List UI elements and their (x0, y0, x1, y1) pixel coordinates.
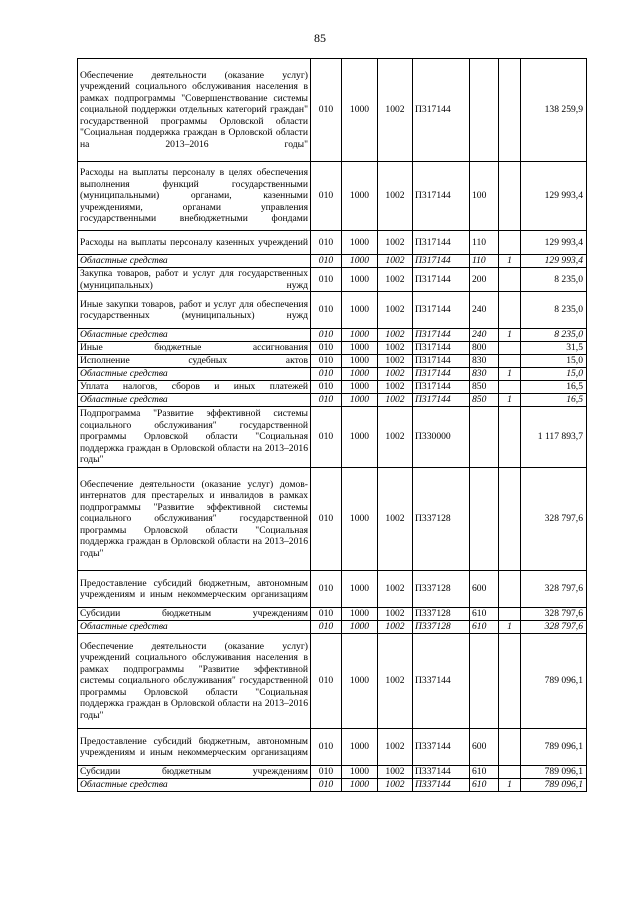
row-section: 1000 (342, 368, 378, 381)
row-sum: 129 993,4 (521, 231, 587, 255)
row-funding-code (499, 268, 521, 292)
row-expense-type: 610 (470, 621, 499, 634)
row-article: П317144 (413, 355, 470, 368)
row-subsection: 1002 (378, 342, 413, 355)
row-subsection: 1002 (378, 766, 413, 779)
row-name: Областные средства (78, 394, 311, 407)
row-code: 010 (311, 162, 342, 231)
row-funding-code (499, 608, 521, 621)
row-name: Предоставление субсидий бюджетным, автономным учреждениям и иным некоммерческим организациям (78, 729, 311, 766)
row-sum: 8 235,0 (521, 268, 587, 292)
row-code: 010 (311, 621, 342, 634)
row-code: 010 (311, 468, 342, 571)
row-section: 1000 (342, 779, 378, 792)
row-expense-type: 110 (470, 231, 499, 255)
row-sum: 129 993,4 (521, 162, 587, 231)
row-article: П337128 (413, 608, 470, 621)
row-funding-code (499, 571, 521, 608)
row-name: Подпрограмма "Развитие эффективной системы социального обслуживания" государственной программы Орловской области "Социальная поддержка граждан в Орловской области на 2013–2016 годы" (78, 407, 311, 468)
row-expense-type: 850 (470, 381, 499, 394)
budget-table (77, 58, 587, 792)
row-expense-type: 850 (470, 394, 499, 407)
row-sum: 8 235,0 (521, 329, 587, 342)
row-section: 1000 (342, 621, 378, 634)
row-funding-code: 1 (499, 779, 521, 792)
row-sum: 328 797,6 (521, 468, 587, 571)
row-name: Областные средства (78, 621, 311, 634)
table-row (78, 231, 587, 255)
row-funding-code: 1 (499, 394, 521, 407)
row-code: 010 (311, 59, 342, 162)
row-name: Обеспечение деятельности (оказание услуг) домов-интернатов для престарелых и инвалидов в рамках подпрограммы "Развитие эффективной системы социального обслуживания" государственной программы Орловской области "Социальная поддержка граждан в Орловской области на 2013–2016 годы" (78, 468, 311, 571)
row-section: 1000 (342, 255, 378, 268)
row-funding-code (499, 355, 521, 368)
row-subsection: 1002 (378, 621, 413, 634)
row-funding-code (499, 59, 521, 162)
row-article: П317144 (413, 162, 470, 231)
row-subsection: 1002 (378, 394, 413, 407)
budget-table-body (78, 59, 587, 792)
row-sum: 16,5 (521, 394, 587, 407)
table-row (78, 381, 587, 394)
row-sum: 789 096,1 (521, 634, 587, 729)
table-row (78, 255, 587, 268)
row-section: 1000 (342, 59, 378, 162)
row-subsection: 1002 (378, 608, 413, 621)
row-subsection: 1002 (378, 407, 413, 468)
row-code: 010 (311, 255, 342, 268)
row-article: П337128 (413, 468, 470, 571)
row-section: 1000 (342, 634, 378, 729)
row-sum: 138 259,9 (521, 59, 587, 162)
row-expense-type: 600 (470, 571, 499, 608)
row-section: 1000 (342, 162, 378, 231)
row-code: 010 (311, 394, 342, 407)
row-code: 010 (311, 407, 342, 468)
row-name: Областные средства (78, 368, 311, 381)
row-article: П337128 (413, 621, 470, 634)
row-section: 1000 (342, 468, 378, 571)
row-article: П317144 (413, 381, 470, 394)
row-subsection: 1002 (378, 779, 413, 792)
row-article: П337144 (413, 634, 470, 729)
row-subsection: 1002 (378, 381, 413, 394)
row-code: 010 (311, 268, 342, 292)
row-sum: 31,5 (521, 342, 587, 355)
row-name: Обеспечение деятельности (оказание услуг) учреждений социального обслуживания населения в рамках подпрограммы "Совершенствование системы социальной поддержки отдельных категорий граждан" государственной программы Орловской области "Социальная поддержка граждан в Орловской области на 2013–2016 годы" (78, 59, 311, 162)
row-section: 1000 (342, 329, 378, 342)
row-code: 010 (311, 292, 342, 329)
row-section: 1000 (342, 268, 378, 292)
row-section: 1000 (342, 231, 378, 255)
row-name: Областные средства (78, 255, 311, 268)
row-section: 1000 (342, 292, 378, 329)
row-sum: 328 797,6 (521, 608, 587, 621)
row-code: 010 (311, 329, 342, 342)
row-expense-type: 110 (470, 255, 499, 268)
row-section: 1000 (342, 407, 378, 468)
row-code: 010 (311, 608, 342, 621)
row-name: Закупка товаров, работ и услуг для государственных (муниципальных) нужд (78, 268, 311, 292)
row-code: 010 (311, 729, 342, 766)
row-name: Субсидии бюджетным учреждениям (78, 766, 311, 779)
table-row (78, 407, 587, 468)
table-row (78, 621, 587, 634)
row-sum: 789 096,1 (521, 766, 587, 779)
row-expense-type: 240 (470, 329, 499, 342)
row-expense-type: 200 (470, 268, 499, 292)
table-row (78, 729, 587, 766)
table-row (78, 779, 587, 792)
row-article: П330000 (413, 407, 470, 468)
row-subsection: 1002 (378, 355, 413, 368)
row-code: 010 (311, 634, 342, 729)
row-article: П337144 (413, 779, 470, 792)
table-row (78, 162, 587, 231)
row-code: 010 (311, 381, 342, 394)
row-article: П317144 (413, 231, 470, 255)
row-name: Субсидии бюджетным учреждениям (78, 608, 311, 621)
row-expense-type: 610 (470, 766, 499, 779)
row-funding-code: 1 (499, 621, 521, 634)
row-article: П337144 (413, 766, 470, 779)
row-subsection: 1002 (378, 59, 413, 162)
row-article: П317144 (413, 342, 470, 355)
table-row (78, 766, 587, 779)
row-name: Областные средства (78, 779, 311, 792)
row-funding-code (499, 634, 521, 729)
row-code: 010 (311, 368, 342, 381)
row-subsection: 1002 (378, 468, 413, 571)
row-code: 010 (311, 342, 342, 355)
row-expense-type: 610 (470, 779, 499, 792)
row-code: 010 (311, 779, 342, 792)
row-subsection: 1002 (378, 162, 413, 231)
page-number: 85 (314, 31, 326, 45)
table-row (78, 292, 587, 329)
row-expense-type: 830 (470, 355, 499, 368)
row-sum: 15,0 (521, 355, 587, 368)
row-subsection: 1002 (378, 729, 413, 766)
table-row (78, 634, 587, 729)
row-funding-code: 1 (499, 329, 521, 342)
row-expense-type (470, 468, 499, 571)
row-expense-type: 800 (470, 342, 499, 355)
table-row (78, 329, 587, 342)
row-expense-type (470, 634, 499, 729)
table-row (78, 394, 587, 407)
row-name: Уплата налогов, сборов и иных платежей (78, 381, 311, 394)
row-section: 1000 (342, 571, 378, 608)
row-code: 010 (311, 571, 342, 608)
table-row (78, 59, 587, 162)
row-name: Исполнение судебных актов (78, 355, 311, 368)
row-sum: 328 797,6 (521, 621, 587, 634)
row-sum: 129 993,4 (521, 255, 587, 268)
row-subsection: 1002 (378, 255, 413, 268)
row-funding-code (499, 231, 521, 255)
row-article: П317144 (413, 329, 470, 342)
row-sum: 328 797,6 (521, 571, 587, 608)
row-subsection: 1002 (378, 571, 413, 608)
row-section: 1000 (342, 355, 378, 368)
row-sum: 8 235,0 (521, 292, 587, 329)
row-subsection: 1002 (378, 231, 413, 255)
row-expense-type: 600 (470, 729, 499, 766)
row-name: Областные средства (78, 329, 311, 342)
row-funding-code (499, 162, 521, 231)
row-code: 010 (311, 766, 342, 779)
row-expense-type (470, 407, 499, 468)
row-funding-code (499, 342, 521, 355)
row-section: 1000 (342, 766, 378, 779)
row-expense-type: 830 (470, 368, 499, 381)
row-funding-code (499, 468, 521, 571)
row-funding-code: 1 (499, 255, 521, 268)
row-section: 1000 (342, 608, 378, 621)
row-subsection: 1002 (378, 329, 413, 342)
row-code: 010 (311, 231, 342, 255)
row-code: 010 (311, 355, 342, 368)
row-sum: 16,5 (521, 381, 587, 394)
row-section: 1000 (342, 394, 378, 407)
row-article: П337128 (413, 571, 470, 608)
row-funding-code: 1 (499, 368, 521, 381)
row-sum: 789 096,1 (521, 779, 587, 792)
row-article: П337144 (413, 729, 470, 766)
row-funding-code (499, 381, 521, 394)
row-name: Иные закупки товаров, работ и услуг для обеспечения государственных (муниципальных) нужд (78, 292, 311, 329)
table-row (78, 608, 587, 621)
row-article: П317144 (413, 368, 470, 381)
row-expense-type: 240 (470, 292, 499, 329)
row-section: 1000 (342, 381, 378, 394)
table-row (78, 268, 587, 292)
row-name: Предоставление субсидий бюджетным, автономным учреждениям и иным некоммерческим организациям (78, 571, 311, 608)
row-funding-code (499, 729, 521, 766)
row-funding-code (499, 407, 521, 468)
row-name: Расходы на выплаты персоналу в целях обеспечения выполнения функций государственными (муниципальными) органами, казенными учреждениями, органами управления государственными внебюджетными фондами (78, 162, 311, 231)
table-row (78, 468, 587, 571)
row-subsection: 1002 (378, 268, 413, 292)
row-subsection: 1002 (378, 368, 413, 381)
row-sum: 789 096,1 (521, 729, 587, 766)
row-name: Обеспечение деятельности (оказание услуг) учреждений социального обслуживания населения в рамках подпрограммы "Развитие эффективной системы социального обслуживания" государственной программы Орловской области "Социальная поддержка граждан в Орловской области на 2013–2016 годы" (78, 634, 311, 729)
row-section: 1000 (342, 342, 378, 355)
row-expense-type (470, 59, 499, 162)
row-sum: 1 117 893,7 (521, 407, 587, 468)
row-section: 1000 (342, 729, 378, 766)
table-row (78, 342, 587, 355)
row-expense-type: 100 (470, 162, 499, 231)
row-expense-type: 610 (470, 608, 499, 621)
row-article: П317144 (413, 59, 470, 162)
row-name: Иные бюджетные ассигнования (78, 342, 311, 355)
row-subsection: 1002 (378, 634, 413, 729)
row-article: П317144 (413, 292, 470, 329)
table-row (78, 355, 587, 368)
row-name: Расходы на выплаты персоналу казенных учреждений (78, 231, 311, 255)
table-row (78, 571, 587, 608)
row-sum: 15,0 (521, 368, 587, 381)
row-article: П317144 (413, 268, 470, 292)
table-row (78, 368, 587, 381)
row-article: П317144 (413, 255, 470, 268)
row-subsection: 1002 (378, 292, 413, 329)
row-funding-code (499, 292, 521, 329)
row-article: П317144 (413, 394, 470, 407)
row-funding-code (499, 766, 521, 779)
